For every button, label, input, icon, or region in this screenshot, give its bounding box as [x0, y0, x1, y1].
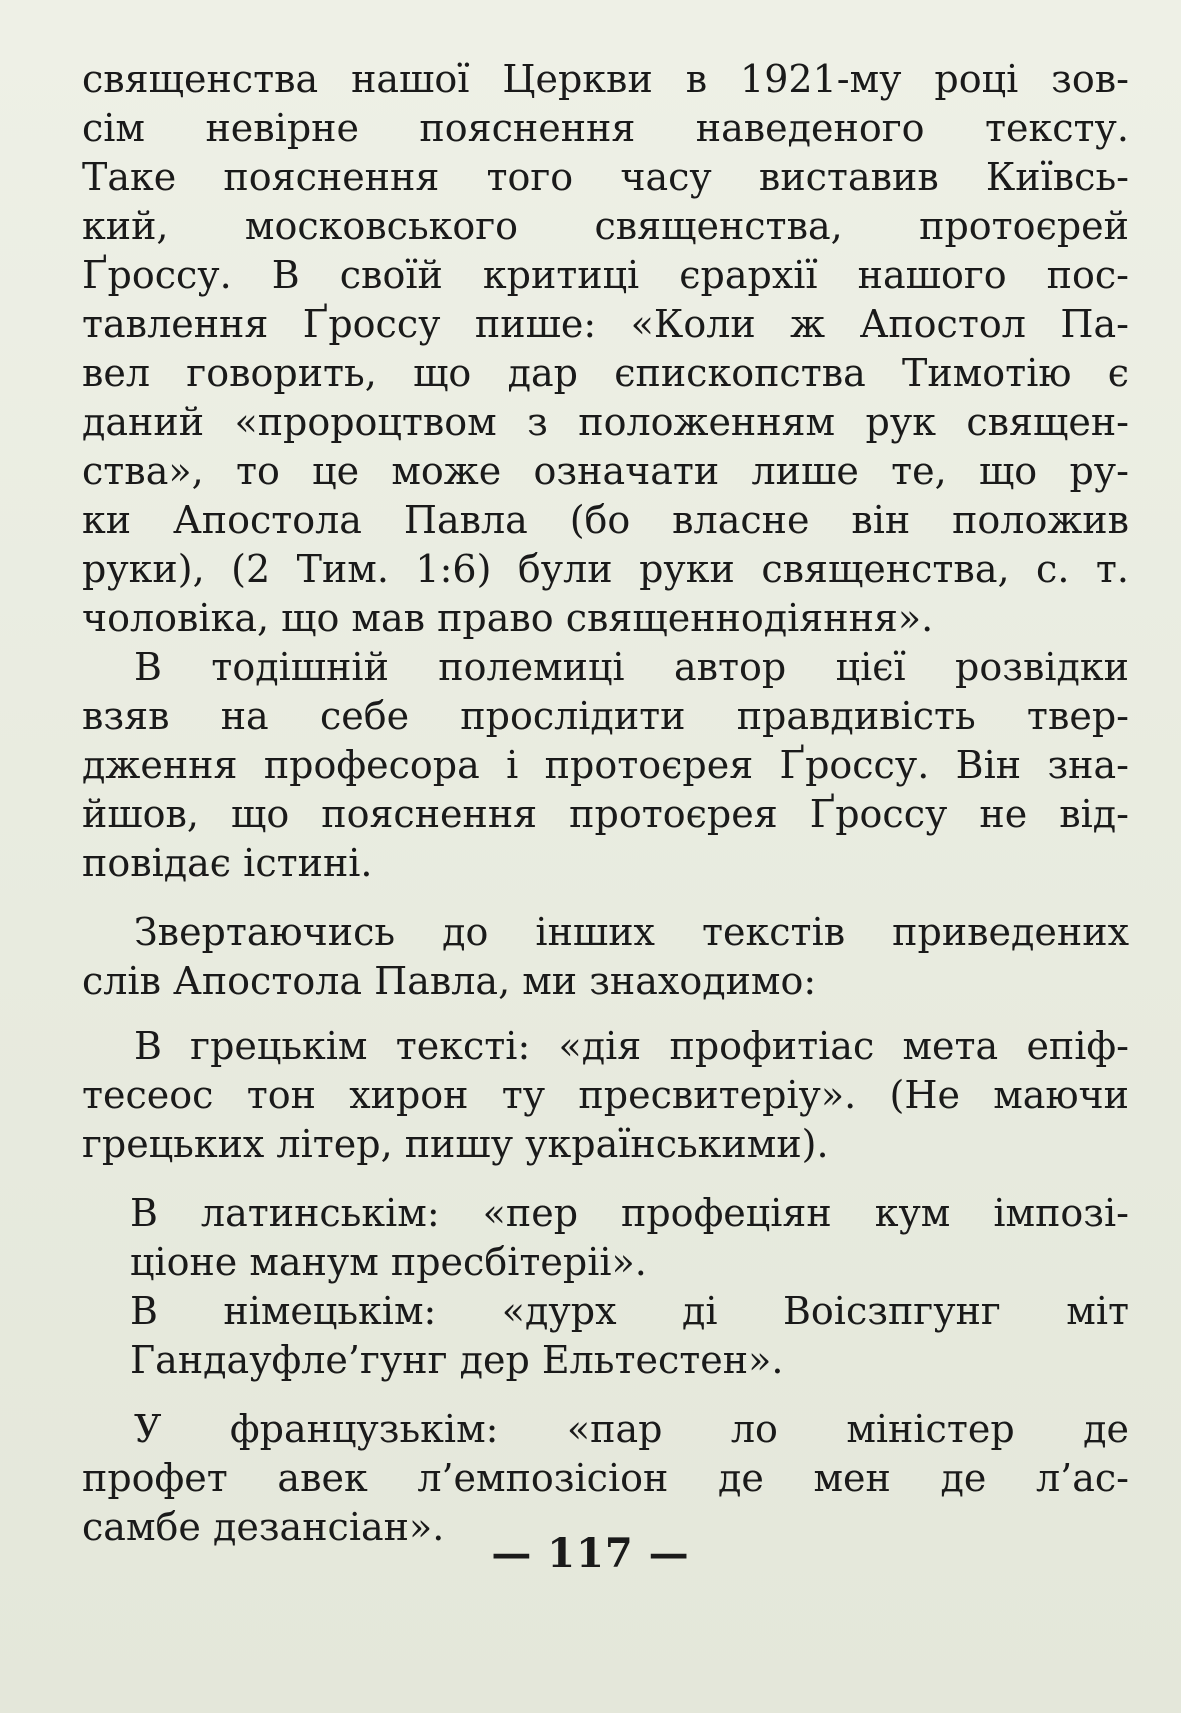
text-line: тесеос тон хирон ту пресвитеріу». (Не маючи	[82, 1073, 1129, 1117]
paragraph-5	[82, 1189, 1129, 1385]
text-line: слів Апостола Павла, ми знаходимо:	[82, 959, 817, 1003]
text-line: У французькім: «пар ло міністер де	[134, 1407, 1129, 1451]
page-number: — 117 —	[491, 1530, 690, 1577]
text-line: В грецькім тексті: «дія профитіас мета епіф-	[134, 1024, 1129, 1068]
text-line: священства нашої Церкви в 1921-му році зов-	[82, 57, 1129, 101]
text-line: кий, московського священства, протоєрей	[82, 204, 1129, 248]
text-line: руки), (2 Тим. 1:6) були руки священства, с. т.	[82, 547, 1129, 591]
text-line: Таке пояснення того часу виставив Київсь-	[82, 155, 1129, 199]
text-line: взяв на себе прослідити правдивість твер-	[82, 694, 1129, 738]
text-line: ціоне манум пресбітеріі».	[130, 1240, 647, 1284]
paragraph-1	[82, 55, 1129, 643]
text-line: сім невірне пояснення наведеного тексту.	[82, 106, 1129, 150]
paragraph-4	[82, 1022, 1129, 1169]
text-line: тавлення Ґроссу пише: «Коли ж Апостол Па-	[82, 302, 1129, 346]
text-line: вел говорить, що дар єпископства Тимотію є	[82, 351, 1129, 395]
text-line: ки Апостола Павла (бо власне він положив	[82, 498, 1129, 542]
paragraph-3	[82, 908, 1129, 1006]
text-line: даний «пророцтвом з положенням рук священ-	[82, 400, 1129, 444]
body-text	[82, 55, 1129, 1552]
text-line: чоловіка, що мав право священнодіяння».	[82, 596, 934, 640]
text-line: Звертаючись до інших текстів приведених	[134, 910, 1129, 954]
text-line: самбе дезансіан».	[82, 1505, 445, 1549]
paragraph-2	[82, 643, 1129, 888]
text-line: В тодішній полемиці автор цієї розвідки	[134, 645, 1129, 689]
text-line: В латинськім: «пер профеціян кум імпозі-	[130, 1191, 1129, 1235]
text-line: В німецькім: «дурх ді Воісзпгунг міт	[130, 1289, 1129, 1333]
text-line: Гандауфле’гунг дер Ельтестен».	[130, 1338, 784, 1382]
text-line: Ґроссу. В своїй критиці єрархії нашого пос-	[82, 253, 1129, 297]
text-line: ства», то це може означати лише те, що ру-	[82, 449, 1129, 493]
text-line: грецьких літер, пишу українськими).	[82, 1122, 829, 1166]
text-line: профет авек л’емпозісіон де мен де л’ас-	[82, 1456, 1129, 1500]
text-line: йшов, що пояснення протоєрея Ґроссу не від-	[82, 792, 1129, 836]
text-line: повідає істині.	[82, 841, 373, 885]
text-line: дження професора і протоєрея Ґроссу. Він зна-	[82, 743, 1129, 787]
